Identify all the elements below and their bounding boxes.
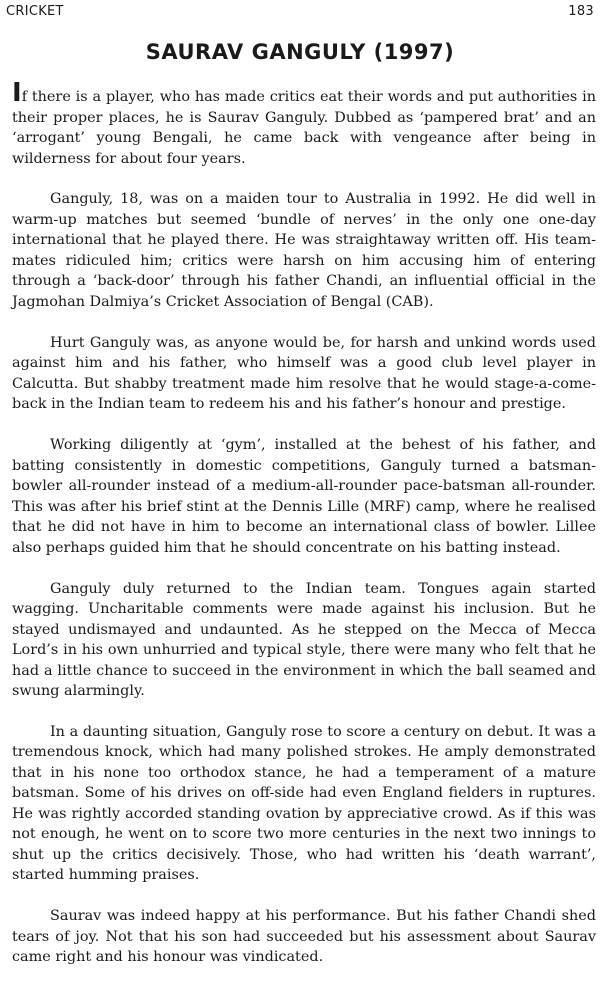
paragraph: Working diligently at ‘gym’, installed at the behest of his father, and batting consistently in domestic competitions, Ganguly turned a batsman-bowler all-rounder instead of a medium-all-rounder pace-batsman all-rounder. This was after his brief stint at the Dennis Lille (MRF) camp, where he realised that he did not have in him to become an international class of bowler. Lillee also perhaps guided him that he should concentrate on his batting instead. xyxy=(12,437,596,556)
paragraph: Hurt Ganguly was, as anyone would be, for harsh and unkind words used against him and his father, who himself was a good club level player in Calcutta. But shabby treatment made him resolve that he would stage-a-come-back in the Indian team to redeem his and his father’s honour and prestige. xyxy=(12,334,596,413)
drop-cap: I xyxy=(12,78,22,108)
section-title: CRICKET xyxy=(6,4,64,19)
page-number: 183 xyxy=(568,4,594,19)
article-body xyxy=(12,78,596,988)
paragraph: Saurav was indeed happy at his performance. But his father Chandi shed tears of joy. Not that his son had succeeded but his assessment about Saurav came right and his honour was vindicated. xyxy=(12,908,596,966)
article-title: SAURAV GANGULY (1997) xyxy=(145,40,455,64)
paragraph: In a daunting situation, Ganguly rose to score a century on debut. It was a tremendous knock, which had many polished strokes. He amply demonstrated that in his none too orthodox stance, he had a temperament of a mature batsman. Some of his drives on off-side had even England fielders in ruptures. He was rightly accorded standing ovation by appreciative crowd. As if this was not enough, he went on to score two more centuries in the next two innings to shut up the critics decisively. Those, who had written his ‘death warrant’, started humming praises. xyxy=(12,723,596,884)
paragraph: If there is a player, who has made critics eat their words and put authorities in their proper places, he is Saurav Ganguly. Dubbed as ‘pampered brat’ and an ‘arrogant’ young Bengali, he came back with vengeance after being in wilderness for about four years. xyxy=(12,78,596,167)
running-head xyxy=(6,4,594,19)
paragraph: Ganguly, 18, was on a maiden tour to Australia in 1992. He did well in warm-up matches but seemed ‘bundle of nerves’ in the only one one-day international that he played there. He was straightaway written off. His team-mates ridiculed him; critics were harsh on him accusing him of entering through a ‘back-door’ through his father Chandi, an influential official in the Jagmohan Dalmiya’s Cricket Association of Bengal (CAB). xyxy=(12,191,596,310)
paragraph: Ganguly duly returned to the Indian team. Tongues again started wagging. Uncharitable comments were made against his inclusion. But he stayed undismayed and undaunted. As he stepped on the Mecca of Mecca Lord’s in his own unhurried and typical style, there were many who felt that he had a little chance to succeed in the environment in which the ball seamed and swung alarmingly. xyxy=(12,580,596,700)
